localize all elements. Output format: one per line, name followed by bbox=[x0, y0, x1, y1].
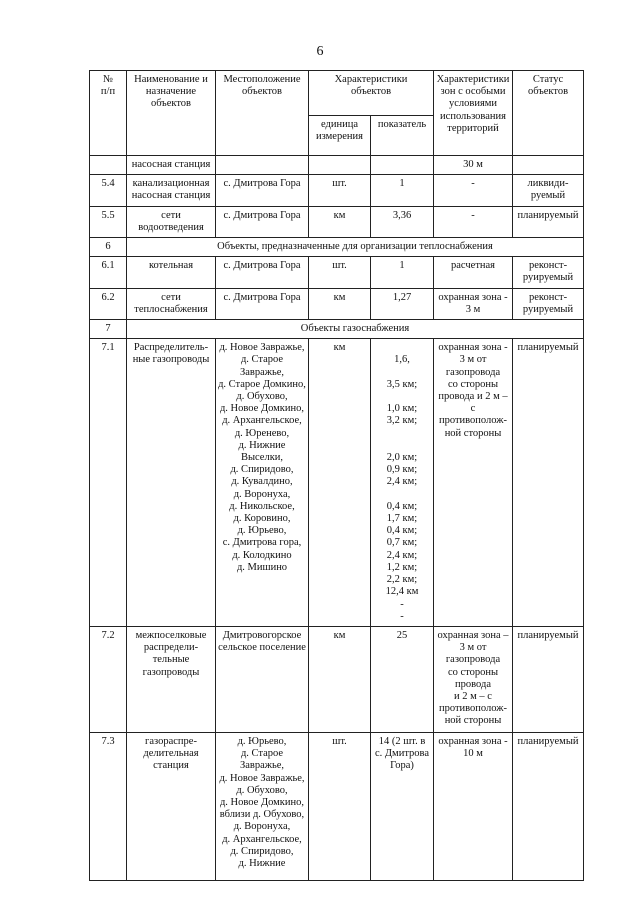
cell-num: 7.2 bbox=[90, 626, 127, 732]
cell-location: с. Дмитрова Гора bbox=[216, 175, 309, 206]
cell-zone: расчетная bbox=[434, 257, 513, 288]
section-row bbox=[90, 320, 584, 339]
section-number: 7 bbox=[90, 320, 127, 339]
section-title: Объекты газоснабжения bbox=[127, 320, 584, 339]
cell-value: 14 (2 шт. в с. Дмитрова Гора) bbox=[371, 732, 434, 880]
table-row bbox=[90, 156, 584, 175]
header-status: Статус объектов bbox=[513, 71, 584, 156]
cell-zone: охранная зона – 3 м от газопровода со стороны провода и 2 м – с противополож- ной стороны bbox=[434, 626, 513, 732]
cell-name: сети водоотведения bbox=[127, 206, 216, 237]
objects-table bbox=[89, 70, 584, 881]
cell-zone: - bbox=[434, 175, 513, 206]
page-number: 6 bbox=[316, 44, 324, 59]
header-characteristics: Характеристики объектов bbox=[309, 71, 434, 116]
cell-unit: км bbox=[309, 339, 371, 627]
cell-location: д. Юрьево, д. Старое Завражье, д. Новое Завражье, д. Обухово, д. Новое Домкино, вблизи д. Обухово, д. Воронуха, д. Архангельское, д. Спиридово, д. Нижние bbox=[216, 732, 309, 880]
table-row bbox=[90, 257, 584, 288]
cell-location bbox=[216, 156, 309, 175]
cell-value: 1,6, 3,5 км; 1,0 км; 3,2 км; 2,0 км; 0,9 км; 2,4 км; 0,4 км; 1,7 км; 0,4 км; 0,7 км; 2,4 км; 1,2 км; 2,2 км; 12,4 км - - bbox=[371, 339, 434, 627]
cell-num: 7.1 bbox=[90, 339, 127, 627]
cell-status: планируемый bbox=[513, 732, 584, 880]
cell-num: 5.4 bbox=[90, 175, 127, 206]
cell-zone: - bbox=[434, 206, 513, 237]
cell-zone: 30 м bbox=[434, 156, 513, 175]
cell-status: реконст- руируемый bbox=[513, 257, 584, 288]
cell-name: межпоселковые распредели- тельные газопроводы bbox=[127, 626, 216, 732]
cell-name: котельная bbox=[127, 257, 216, 288]
cell-value: 3,36 bbox=[371, 206, 434, 237]
cell-name: насосная станция bbox=[127, 156, 216, 175]
cell-location: с. Дмитрова Гора bbox=[216, 288, 309, 319]
table-row bbox=[90, 732, 584, 880]
cell-num: 7.3 bbox=[90, 732, 127, 880]
cell-status: планируемый bbox=[513, 206, 584, 237]
cell-status: реконст- руируемый bbox=[513, 288, 584, 319]
cell-value: 1 bbox=[371, 175, 434, 206]
cell-location: с. Дмитрова Гора bbox=[216, 206, 309, 237]
cell-zone: охранная зона - 10 м bbox=[434, 732, 513, 880]
table-row bbox=[90, 288, 584, 319]
cell-zone: охранная зона - 3 м bbox=[434, 288, 513, 319]
cell-status: ликвиди- руемый bbox=[513, 175, 584, 206]
cell-value: 25 bbox=[371, 626, 434, 732]
cell-unit: шт. bbox=[309, 732, 371, 880]
header-indicator: показатель bbox=[371, 116, 434, 156]
cell-unit bbox=[309, 156, 371, 175]
cell-unit: шт. bbox=[309, 257, 371, 288]
cell-value bbox=[371, 156, 434, 175]
section-row bbox=[90, 238, 584, 257]
section-number: 6 bbox=[90, 238, 127, 257]
cell-unit: шт. bbox=[309, 175, 371, 206]
table-row bbox=[90, 175, 584, 206]
cell-unit: км bbox=[309, 206, 371, 237]
cell-status bbox=[513, 156, 584, 175]
cell-value: 1 bbox=[371, 257, 434, 288]
cell-num: 6.1 bbox=[90, 257, 127, 288]
objects-table-body bbox=[90, 71, 584, 881]
cell-name: Распределитель- ные газопроводы bbox=[127, 339, 216, 627]
cell-num: 5.5 bbox=[90, 206, 127, 237]
cell-location: д. Новое Завражье, д. Старое Завражье, д. Старое Домкино, д. Обухово, д. Новое Домкино, д. Архангельское, д. Юренево, д. Нижние Выселки, д. Спиридово, д. Кувалдино, д. Воронуха, д. Никольское, д. Коровино, д. Юрьево, с. Дмитрова гора, д. Колодкино д. Мишино bbox=[216, 339, 309, 627]
header-name: Наименование и назначение объектов bbox=[127, 71, 216, 156]
cell-unit: км bbox=[309, 626, 371, 732]
cell-name: газораспре- делительная станция bbox=[127, 732, 216, 880]
header-zone: Характеристики зон с особыми условиями использования территорий bbox=[434, 71, 513, 156]
cell-location: с. Дмитрова Гора bbox=[216, 257, 309, 288]
cell-num bbox=[90, 156, 127, 175]
cell-status: планируемый bbox=[513, 626, 584, 732]
header-num: № п/п bbox=[90, 71, 127, 156]
cell-unit: км bbox=[309, 288, 371, 319]
header-unit: единица измерения bbox=[309, 116, 371, 156]
table-row bbox=[90, 206, 584, 237]
table-row bbox=[90, 626, 584, 732]
cell-location: Дмитровогорское сельское поселение bbox=[216, 626, 309, 732]
section-title: Объекты, предназначенные для организации теплоснабжения bbox=[127, 238, 584, 257]
table-row bbox=[90, 339, 584, 627]
header-location: Местоположение объектов bbox=[216, 71, 309, 156]
cell-name: сети теплоснабжения bbox=[127, 288, 216, 319]
cell-num: 6.2 bbox=[90, 288, 127, 319]
cell-status: планируемый bbox=[513, 339, 584, 627]
cell-zone: охранная зона - 3 м от газопровода со стороны провода и 2 м – с противополож- ной стороны bbox=[434, 339, 513, 627]
cell-value: 1,27 bbox=[371, 288, 434, 319]
header-row bbox=[90, 71, 584, 116]
cell-name: канализационная насосная станция bbox=[127, 175, 216, 206]
